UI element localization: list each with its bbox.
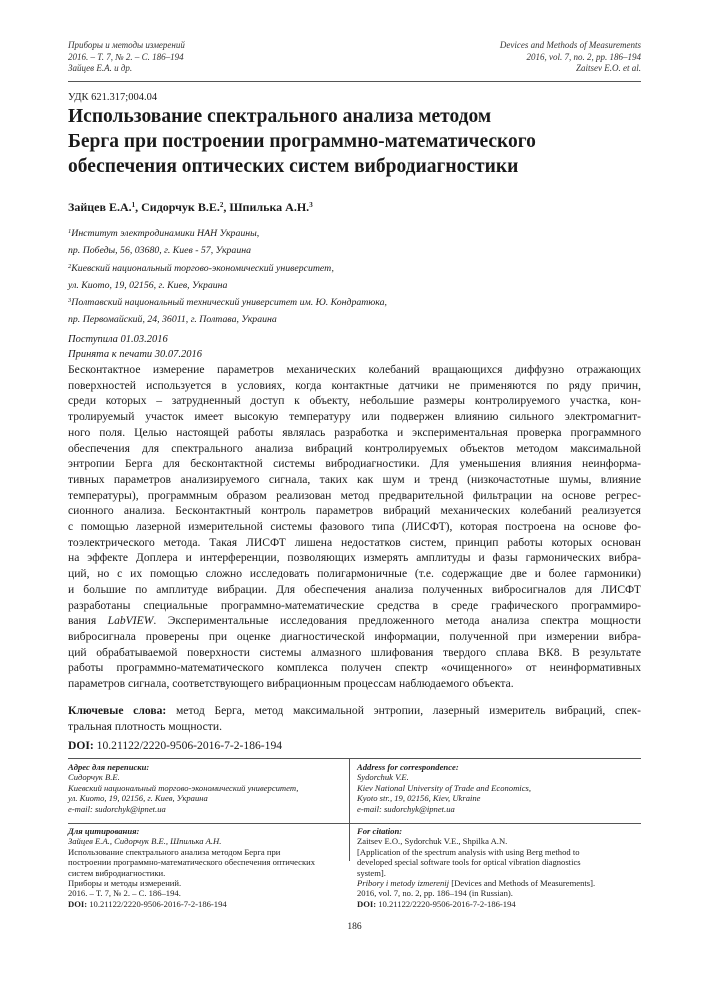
doi-line: [68, 739, 282, 752]
correspondence-name: Сидорчук В.Е.: [68, 772, 120, 783]
citation-authors: Зайцев Е.А., Сидорчук В.Е., Шпилька А.Н.: [68, 836, 222, 847]
author-affiliation-mark: 2: [219, 201, 224, 209]
author-name: Шпилька А.Н.: [229, 200, 310, 214]
abstract-line: сионного анализа. Бесконтактный контроль параметров вибраций механических колебаний реализуется: [68, 504, 641, 518]
authors-line: [68, 200, 313, 215]
citation-line: [357, 878, 595, 888]
keywords-line: тральная плотность мощности.: [68, 719, 222, 733]
affiliation-line: [68, 225, 387, 242]
citation-line: Приборы и методы измерений.: [68, 878, 182, 889]
abstract-line: на эффекте Доплера и интерференции, позволяющих измерять амплитуды и фазы гармонических вибра-: [68, 551, 641, 565]
affiliations: [68, 225, 387, 329]
affiliation-line: [68, 294, 387, 311]
short-authors-ru: Зайцев Е.А. и др.: [68, 63, 133, 74]
reference-box-middle-rule: [68, 823, 641, 824]
abstract-line: разработаны специальные программно-математические средства в среде графического программиро-: [68, 598, 641, 612]
citation-en: [357, 826, 595, 909]
abstract-line: ций, но с их помощью сложно исследовать полигармоничные (т.е. содержащие две и более гармоники): [68, 567, 641, 581]
keywords: [68, 703, 641, 734]
correspondence-address: Kyoto str., 19, 02156, Kiev, Ukraine: [357, 793, 481, 804]
affiliation-address: ул. Киото, 19, 02156, г. Киев, Украина: [68, 279, 228, 291]
software-name: LabVIEW: [107, 614, 154, 628]
correspondence-org: Киевский национальный торгово-экономический университет,: [68, 782, 299, 793]
citation-doi: [357, 899, 595, 909]
accepted-date: Принята к печати 30.07.2016: [68, 349, 203, 360]
author-separator: ,: [135, 200, 142, 214]
author-name: Зайцев Е.А.: [68, 200, 132, 214]
title-line: Берга при построении программно-математического: [68, 131, 536, 152]
affiliation-address: пр. Победы, 56, 03680, г. Киев - 57, Украина: [68, 245, 251, 257]
abstract-line: с помощью лазерной измерительной системы фазового типа (ЛИСФТ), которая построена на основе фо-: [68, 520, 641, 534]
citation-heading: For citation:: [357, 826, 403, 836]
citation-line: 2016. – Т. 7, № 2. – С. 186–194.: [68, 888, 181, 899]
abstract-line: ного поля. Целью настоящей работы являлась разработка и экспериментальная проверка программного: [68, 425, 641, 439]
author-name: Сидорчук В.Е.: [141, 200, 220, 214]
reference-box-divider: [349, 758, 350, 861]
article-dates: [68, 332, 202, 362]
journal-name-ru: Приборы и методы измерений: [68, 40, 185, 50]
received-date: Поступила 01.03.2016: [68, 334, 168, 345]
title-line: обеспечения оптических систем вибродиагностики: [68, 156, 519, 177]
abstract-line: [68, 613, 641, 629]
article-title: [68, 104, 641, 179]
author-affiliation-mark: 3: [309, 201, 313, 209]
abstract-line: Бесконтактное измерение параметров механических колебаний вращающихся диффузно отражающих: [68, 363, 641, 376]
citation-line: построении программно-математического обеспечения оптических: [68, 857, 316, 868]
doi-label: DOI:: [68, 739, 94, 752]
abstract-line: обеспечения для спектрального анализа вибраций контролируемых объектов методом максимальной: [68, 441, 641, 455]
title-line: Использование спектрального анализа методом: [68, 106, 492, 127]
author-separator: ,: [223, 200, 230, 214]
short-authors-en: Zaitsev E.O. et al.: [576, 63, 641, 74]
citation-line: [Application of the spectrum analysis with using Berg method to: [357, 846, 580, 857]
citation-line: Использование спектрального анализа методом Берга при: [68, 846, 281, 857]
citation-line: систем вибродиагностики.: [68, 867, 166, 878]
keywords-label: Ключевые слова:: [68, 704, 167, 717]
keywords-text: метод Берга, метод максимальной энтропии, лазерный измеритель вибраций, спек-: [166, 704, 641, 717]
citation-line: system].: [357, 867, 386, 878]
correspondence-ru: [68, 762, 298, 814]
page-number: 186: [347, 922, 362, 932]
keywords-line: [68, 703, 641, 719]
abstract-line: и большие по амплитуде вибрации. Для обеспечения анализа полученных вибросигналов для ЛИСФТ: [68, 582, 641, 596]
correspondence-address: ул. Киото, 19, 02156, г. Киев, Украина: [68, 793, 208, 804]
abstract-line: вибросигнала проверены при оценке диагностической информации, полученной при измерении вибра-: [68, 629, 641, 643]
running-header-left: [68, 40, 185, 75]
abstract-line: работы программно-математического комплекса получен спектр «очищенного» от неинформативных: [68, 661, 641, 675]
affiliation-mark: 1: [68, 228, 72, 235]
correspondence-email: e-mail: sudorchyk@ipnet.ua: [68, 803, 166, 814]
reference-box-top-rule: [68, 758, 641, 759]
author-affiliation-mark: 1: [131, 201, 136, 209]
abstract: [68, 362, 641, 692]
abstract-line: поверхностей используется в условиях, когда контактные датчики не применяются по ряду причин,: [68, 378, 641, 392]
correspondence-org: Kiev National University of Trade and Economics,: [357, 782, 532, 793]
abstract-line: среди которых – затрудненный доступ к объекту, небольшие размеры контролируемого участка, кон-: [68, 394, 641, 408]
citation-doi-label: DOI:: [357, 898, 377, 909]
citation-doi-value: 10.21122/2220-9506-2016-7-2-186-194: [376, 898, 516, 909]
affiliation-mark: 3: [68, 297, 72, 305]
running-header-right: [500, 40, 641, 75]
correspondence-en: [357, 762, 531, 814]
udc-code: УДК 621.317;004.04: [68, 92, 158, 103]
abstract-line: ций обрабатываемой поверхности системы алмазного шлифования твердого сплава ВК8. В результате: [68, 645, 641, 659]
citation-ru: [68, 826, 315, 909]
correspondence-name: Sydorchuk V.E.: [357, 772, 409, 783]
doi-value: 10.21122/2220-9506-2016-7-2-186-194: [93, 739, 283, 752]
journal-issue-en: 2016, vol. 7, no. 2, pp. 186–194: [526, 51, 641, 62]
affiliation-institution: Институт электродинамики НАН Украины,: [71, 228, 260, 239]
citation-journal-translit: Pribory i metody izmerenij: [357, 878, 450, 889]
affiliation-address: пр. Первомайский, 24, 36011, г. Полтава, Украина: [68, 314, 277, 326]
abstract-line: тоэлектрического метода. Такая ЛИСФТ лишена недостатков систем, принцип работы которых основан: [68, 535, 641, 549]
correspondence-heading: Адрес для переписки:: [68, 762, 150, 772]
abstract-text: . Экспериментальные исследования предложенного метода анализа спектра мощности: [153, 614, 642, 628]
abstract-text: вания: [68, 614, 108, 628]
affiliation-line: [68, 260, 387, 277]
journal-issue-ru: 2016. – Т. 7, № 2. – С. 186–194: [68, 51, 184, 62]
citation-doi-value: 10.21122/2220-9506-2016-7-2-186-194: [87, 898, 227, 909]
abstract-line: параметров сигнала, соответствующего вибрационным процессам наблюдаемого объекта.: [68, 677, 514, 691]
correspondence-heading: Address for correspondence:: [357, 762, 459, 772]
citation-journal-en: [Devices and Methods of Measurements].: [449, 878, 596, 889]
citation-doi-label: DOI:: [68, 898, 88, 909]
citation-heading: Для цитирования:: [68, 826, 140, 836]
citation-line: 2016, vol. 7, no. 2, pp. 186–194 (in Russian).: [357, 888, 513, 899]
journal-name-en: Devices and Methods of Measurements: [499, 40, 641, 50]
correspondence-email: e-mail: sudorchyk@ipnet.ua: [357, 803, 455, 814]
abstract-line: энтропии Берга для бесконтактной системы вибродиагностики. Для уменьшения влияния неинформа-: [68, 457, 641, 471]
affiliation-institution: Киевский национальный торгово-экономический университет,: [71, 262, 334, 274]
citation-doi: [68, 899, 315, 909]
abstract-line: тивных параметров анализируемого сигнала, таких как шум и тренд (низкочастотные шумы, влияние: [68, 472, 641, 486]
affiliation-institution: Полтавский национальный технический университет им. Ю. Кондратюка,: [71, 297, 387, 309]
abstract-line: температуры), программным образом реализован метод предварительной фильтрации на основе регрес-: [68, 488, 641, 502]
citation-authors: Zaitsev E.O., Sydorchuk V.E., Shpilka A.N.: [357, 836, 508, 847]
header-divider: [68, 81, 641, 82]
abstract-line: тролируемый участок имеет высокую температуру или подвержен влиянию сильного электромагнит-: [68, 410, 641, 424]
affiliation-mark: 2: [68, 262, 72, 270]
citation-line: developed special software tools for optical vibration diagnostics: [357, 857, 581, 868]
